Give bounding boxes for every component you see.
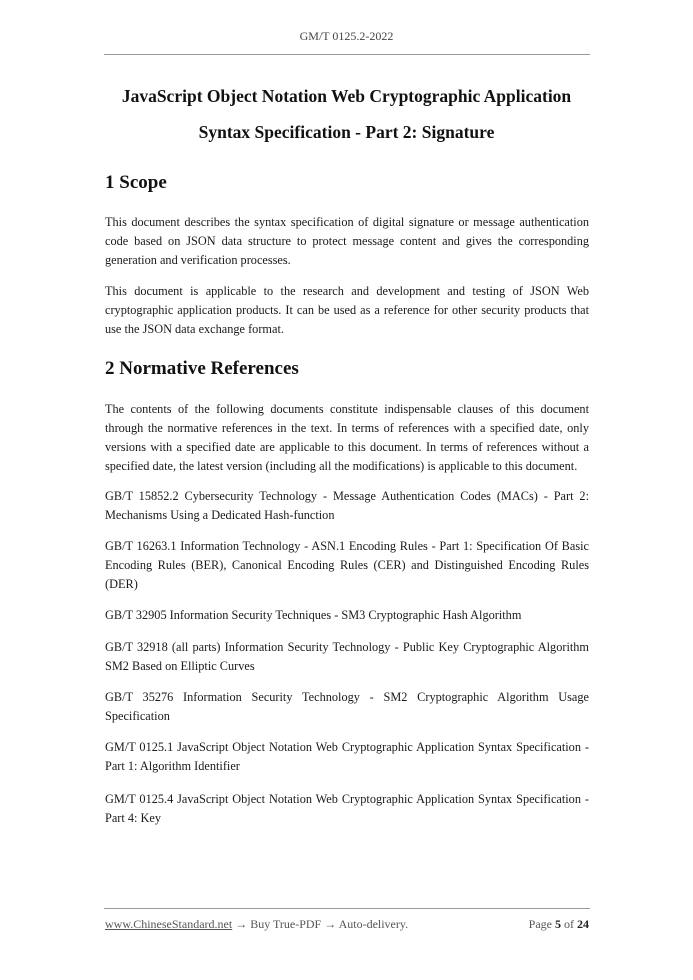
header-divider xyxy=(104,54,590,55)
current-page: 5 xyxy=(555,917,561,931)
running-header: GM/T 0125.2-2022 xyxy=(299,29,394,43)
page-footer xyxy=(105,917,589,932)
reference-item: GB/T 16263.1 Information Technology - ASN.1 Encoding Rules - Part 1: Specification Of Basic Encoding Rules (BER), Canonical Encoding Rules (CER) and Distinguished Encoding Rules (DER) xyxy=(105,539,589,591)
page-number xyxy=(529,917,589,932)
scope-paragraph-2: This document is applicable to the research and development and testing of JSON Web cryptographic application products. It can be used as a reference for other security products that use the JSON data exchange format. xyxy=(105,284,589,336)
reference-item: GM/T 0125.4 JavaScript Object Notation Web Cryptographic Application Syntax Specification - Part 4: Key xyxy=(105,792,589,825)
normative-intro-paragraph: The contents of the following documents constitute indispensable clauses of this document through the normative references in the text. In terms of references with a specified date, only versions with a specified date are applicable to this document. In terms of references without a specified date, the latest version (including all the modifications) is applicable to this document. xyxy=(105,402,589,473)
chinesestandard-link[interactable]: www.ChineseStandard.net xyxy=(105,917,233,931)
document-title-line-2: Syntax Specification - Part 2: Signature xyxy=(198,122,495,142)
reference-item: GB/T 15852.2 Cybersecurity Technology - Message Authentication Codes (MACs) - Part 2: Mechanisms Using a Dedicated Hash-function xyxy=(105,489,589,522)
page-word: Page xyxy=(528,917,552,931)
reference-item: GB/T 35276 Information Security Technology - SM2 Cryptographic Algorithm Usage Specification xyxy=(105,690,589,723)
reference-item: GB/T 32905 Information Security Techniques - SM3 Cryptographic Hash Algorithm xyxy=(105,608,522,622)
section-heading-scope: 1 Scope xyxy=(105,172,167,193)
reference-item: GB/T 32918 (all parts) Information Security Technology - Public Key Cryptographic Algorithm SM2 Based on Elliptic Curves xyxy=(105,640,589,673)
footer-tagline: → Buy True-PDF → Auto-delivery. xyxy=(232,917,409,931)
footer-divider xyxy=(104,908,590,909)
of-word: of xyxy=(564,917,574,931)
section-heading-normative-references: 2 Normative References xyxy=(105,358,299,379)
scope-paragraph-1: This document describes the syntax specification of digital signature or message authentication code based on JSON data structure to protect message content and gives the corresponding generation and verification processes. xyxy=(105,215,589,267)
reference-item: GM/T 0125.1 JavaScript Object Notation Web Cryptographic Application Syntax Specification - Part 1: Algorithm Identifier xyxy=(105,740,589,773)
document-title-line-1: JavaScript Object Notation Web Cryptographic Application xyxy=(121,86,572,106)
total-pages: 24 xyxy=(577,917,589,931)
